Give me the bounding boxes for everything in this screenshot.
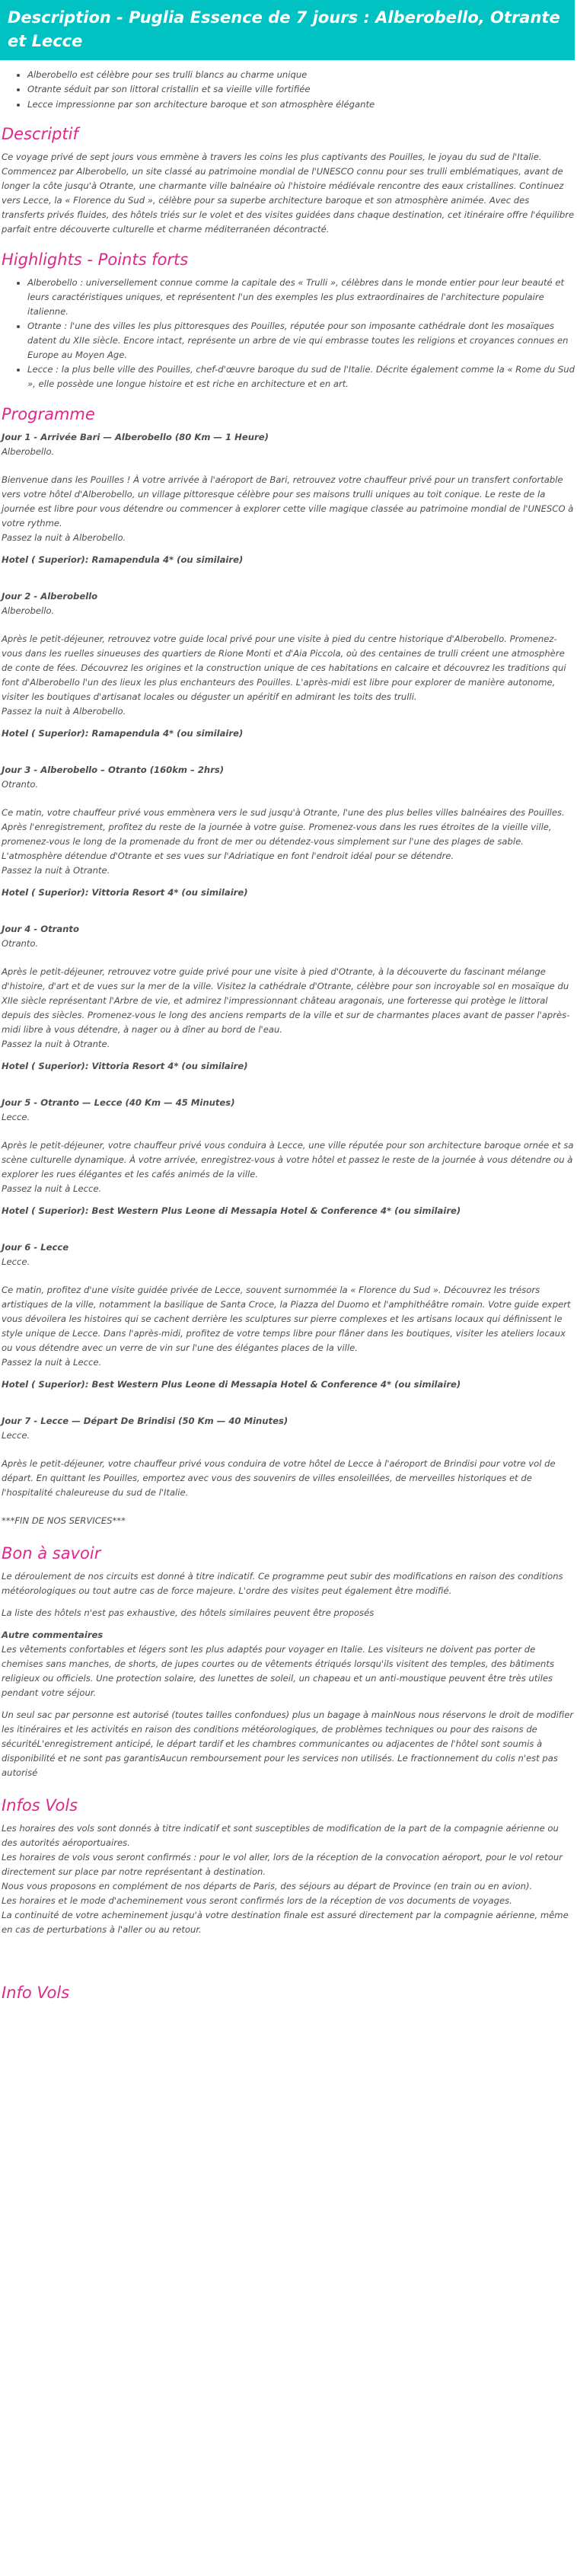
day-night: Passez la nuit à Alberobello. xyxy=(2,706,126,717)
highlights-list xyxy=(0,276,575,391)
list-item: • Lecce impressionne par son architecture baroque et son atmosphère élégante xyxy=(27,97,575,112)
list-item: • Alberobello est célèbre pour ses trulli blancs au charme unique xyxy=(27,68,575,82)
list-item: • Alberobello : universellement connue comme la capitale des « Trulli », célèbres dans le monde entier pour leur beauté et leurs caractéristiques uniques, et représentent l'un des exemples les plus extraordinaires de l'architecture populaire italienne. xyxy=(27,276,575,319)
section-heading-info-vols: Info Vols xyxy=(2,1984,70,2003)
day-text: Après le petit-déjeuner, votre chauffeur privé vous conduira de votre hôtel de Lecce à l'aéroport de Brindisi pour votre vol de départ. En quittant les Pouilles, emportez avec vous des souvenirs de villes ensoleillées, de merveilles historiques et de l'hospitalité chaleureuse du sud de l'Italie. xyxy=(2,1458,556,1499)
day-text: Après le petit-déjeuner, votre chauffeur privé vous conduira à Lecce, une ville réputée pour son architecture baroque ornée et sa scène culturelle dynamique. À votre arrivée, enregistrez-vous à votre hôtel et passez le reste de la journée à vous détendre ou à explorer les rues élégantes et les cafés animés de la ville. xyxy=(2,1140,574,1180)
day-text: Ce matin, profitez d'une visite guidée privée de Lecce, souvent surnommée la « Florence du Sud ». Découvrez les trésors artistiques de la ville, notamment la basilique de Santa Croce, la Piazza del Duomo et l'amphithéâtre romain. Votre guide expert vous dévoilera les histoires qui se cachent derrière les sculptures sur pierre complexes et les artisans locaux qui définissent le style unique de Lecce. Dans l'après-midi, profitez de votre temps libre pour flâner dans les boutiques, visiter les ateliers locaux ou vous détendre avec un verre de vin sur l'une des élégantes places de la ville. xyxy=(2,1285,571,1354)
infos-vols-line: Les horaires des vols sont donnés à titre indicatif et sont susceptibles de modification de la part de la compagnie aérienne ou des autorités aéroportuaires. xyxy=(2,1823,559,1849)
day-text: Après le petit-déjeuner, retrouvez votre guide local privé pour une visite à pied du centre historique d'Alberobello. Promenez-vous dans les ruelles sinueuses des quartiers de Rione Monti et d'Aia Piccola, où des centaines de trulli créent une atmosphère de conte de fées. Découvrez les origines et la construction unique de ces habitations en calcaire et découvrez les traditions qui font d'Alberobello l'un des lieux les plus enchanteurs des Pouilles. L'après-midi est libre pour explorer de manière autonome, visiter les boutiques d'artisanat locales ou déguster un apéritif en admirant les toits des trulli. xyxy=(2,634,566,703)
end-of-services: ***FIN DE NOS SERVICES*** xyxy=(2,1515,126,1527)
day-title: Jour 5 - Otranto — Lecce (40 Km — 45 Minutes) xyxy=(2,1097,235,1109)
day-title: Jour 3 - Alberobello – Otranto (160km – 2hrs) xyxy=(2,765,225,776)
day-title: Jour 6 - Lecce xyxy=(2,1242,69,1253)
section-heading-descriptif: Descriptif xyxy=(2,125,78,144)
day-place: Alberobello. xyxy=(2,446,55,458)
day-night: Passez la nuit à Otrante. xyxy=(2,865,110,876)
day-block xyxy=(0,589,575,741)
bon-a-savoir-p2: La liste des hôtels n'est pas exhaustive, des hôtels similaires peuvent être proposés xyxy=(2,1607,375,1619)
list-item: • Lecce : la plus belle ville des Pouilles, chef-d'œuvre baroque du sud de l'Italie. Décrite également comme la « Rome du Sud », elle possède une longue histoire et est riche en architecture et en art. xyxy=(27,362,575,391)
day-block xyxy=(0,922,575,1074)
day-place: Otranto. xyxy=(2,938,39,950)
day-title: Jour 1 - Arrivée Bari — Alberobello (80 Km — 1 Heure) xyxy=(2,432,269,443)
intro-list xyxy=(0,68,575,112)
day-block xyxy=(0,1096,575,1218)
day-night: Passez la nuit à Lecce. xyxy=(2,1357,102,1368)
day-title: Jour 4 - Otranto xyxy=(2,924,79,935)
infos-vols-line: Les horaires de vols vous seront confirmés : pour le vol aller, lors de la réception de la convocation aéroport, pour le vol retour directement sur place par notre représentant à destination. xyxy=(2,1852,563,1878)
day-title: Jour 7 - Lecce — Départ De Brindisi (50 Km — 40 Minutes) xyxy=(2,1416,288,1427)
day-place: Lecce. xyxy=(2,1430,30,1441)
day-night: Passez la nuit à Lecce. xyxy=(2,1183,102,1195)
bon-a-savoir-p1: Le déroulement de nos circuits est donné à titre indicatif. Ce programme peut subir des modifications en raison des conditions météorologiques ou tout autre cas de force majeure. L'ordre des visites peut également être modifié. xyxy=(2,1571,563,1597)
day-text: Bienvenue dans les Pouilles ! À votre arrivée à l'aéroport de Bari, retrouvez votre chauffeur privé pour un transfert confortable vers votre hôtel d'Alberobello, un village pittoresque célèbre pour ses maisons trulli uniques au toit conique. Le reste de la journée est libre pour vous détendre ou commencer à explorer cette ville magique classée au patrimoine mondial de l'UNESCO à votre rythme. xyxy=(2,474,574,529)
day-hotel: Hotel ( Superior): Best Western Plus Leone di Messapia Hotel & Conference 4* (ou similaire) xyxy=(2,1205,461,1217)
section-heading-highlights: Highlights - Points forts xyxy=(2,251,189,270)
section-heading-bon-a-savoir: Bon à savoir xyxy=(2,1544,101,1563)
day-hotel: Hotel ( Superior): Ramapendula 4* (ou similaire) xyxy=(2,554,244,566)
list-item: • Otrante : l'une des villes les plus pittoresques des Pouilles, réputée pour son imposante cathédrale dont les mosaïques datent du XIIe siècle. Encore intact, représente un arbre de vie qui embrasse toutes les religions et croyances connues en Europe au Moyen Age. xyxy=(27,319,575,362)
day-text: Après le petit-déjeuner, retrouvez votre guide privé pour une visite à pied d'Otrante, à la découverte du fascinant mélange d'histoire, d'art et de vues sur la mer de la ville. Visitez la cathédrale d'Otrante, célèbre pour son incroyable sol en mosaïque du XIIe siècle représentant l'Arbre de vie, et admirez l'impressionnant château aragonais, une forteresse qui protège le littoral depuis des siècles. Promenez-vous le long des anciens remparts de la ville et sur de charmantes places avant de passer l'après-midi libre à vous détendre, à nager ou à dîner au bord de l'eau. xyxy=(2,966,570,1036)
day-block xyxy=(0,763,575,900)
day-night: Passez la nuit à Alberobello. xyxy=(2,532,126,544)
day-text: Ce matin, votre chauffeur privé vous emmènera vers le sud jusqu'à Otrante, l'une des plus belles villes balnéaires des Pouilles. Après l'enregistrement, profitez du reste de la journée à votre guise. Promenez-vous dans les rues étroites de la vieille ville, promenez-vous le long de la promenade du front de mer ou détendez-vous simplement sur l'une des plages de sable. L'atmosphère détendue d'Otrante et ses vues sur l'Adriatique en font l'endroit idéal pour se détendre. xyxy=(2,807,565,862)
day-block xyxy=(0,1240,575,1392)
section-heading-infos-vols: Infos Vols xyxy=(2,1796,78,1815)
day-place: Lecce. xyxy=(2,1112,30,1123)
bon-a-savoir-p3: Les vêtements confortables et légers sont les plus adaptés pour voyager en Italie. Les visiteurs ne doivent pas porter de chemises sans manches, de shorts, de jupes courtes ou de vêtements étriqués lorsqu'ils visitent des temples, des bâtiments religieux ou officiels. Une protection solaire, des lunettes de soleil, un chapeau et un anti-moustique peuvent être très utiles pendant votre séjour. xyxy=(2,1644,554,1699)
bon-a-savoir-subheading: Autre commentaires xyxy=(2,1630,104,1641)
descriptif-text: Ce voyage privé de sept jours vous emmène à travers les coins les plus captivants des Pouilles, le joyau du sud de l'Italie. Commencez par Alberobello, un site classé au patrimoine mondial de l'UNESCO connu pour ses trulli emblématiques, avant de longer la côte jusqu'à Otrante, une charmante ville balnéaire où l'histoire médiévale rencontre des eaux cristallines. Continuez vers Lecce, la « Florence du Sud », célèbre pour sa superbe architecture baroque et son atmosphère animée. Avec des transferts privés fluides, des hôtels triés sur le volet et des visites guidées dans chaque destination, cet itinéraire offre l'équilibre parfait entre découverte culturelle et charme méditerranéen décontracté. xyxy=(2,152,575,235)
day-hotel: Hotel ( Superior): Ramapendula 4* (ou similaire) xyxy=(2,728,244,739)
infos-vols-line: Nous vous proposons en complément de nos départs de Paris, des séjours au départ de Province (en train ou en avion). xyxy=(2,1881,533,1892)
day-title: Jour 2 - Alberobello xyxy=(2,591,98,602)
day-place: Lecce. xyxy=(2,1256,30,1268)
day-place: Otranto. xyxy=(2,779,39,790)
day-hotel: Hotel ( Superior): Vittoria Resort 4* (ou similaire) xyxy=(2,887,248,899)
day-block xyxy=(0,430,575,567)
page-title: Description - Puglia Essence de 7 jours : Alberobello, Otrante et Lecce xyxy=(0,0,575,60)
day-place: Alberobello. xyxy=(2,605,55,617)
list-item: • Otrante séduit par son littoral cristallin et sa vieille ville fortifiée xyxy=(27,82,575,97)
day-hotel: Hotel ( Superior): Best Western Plus Leone di Messapia Hotel & Conference 4* (ou similaire) xyxy=(2,1379,461,1390)
section-heading-programme: Programme xyxy=(2,405,95,424)
day-night: Passez la nuit à Otrante. xyxy=(2,1039,110,1050)
bon-a-savoir-p4: Un seul sac par personne est autorisé (toutes tailles confondues) plus un bagage à mainNous nous réservons le droit de modifier les itinéraires et les activités en raison des conditions météorologiques, de problèmes techniques ou pour des raisons de sécuritéL'enregistrement anticipé, le départ tardif et les chambres communicantes ou adjacentes de l'hôtel sont soumis à disponibilité et ne sont pas garantisAucun remboursement pour les services non utilisés. Le fractionnement du colis n'est pas autorisé xyxy=(2,1709,574,1779)
day-block xyxy=(0,1414,575,1500)
infos-vols-line: La continuité de votre acheminement jusqu'à votre destination finale est assuré directement par la compagnie aérienne, même en cas de perturbations à l'aller ou au retour. xyxy=(2,1910,569,1936)
day-hotel: Hotel ( Superior): Vittoria Resort 4* (ou similaire) xyxy=(2,1061,248,1072)
infos-vols-line: Les horaires et le mode d'acheminement vous seront confirmés lors de la réception de vos documents de voyages. xyxy=(2,1895,512,1907)
